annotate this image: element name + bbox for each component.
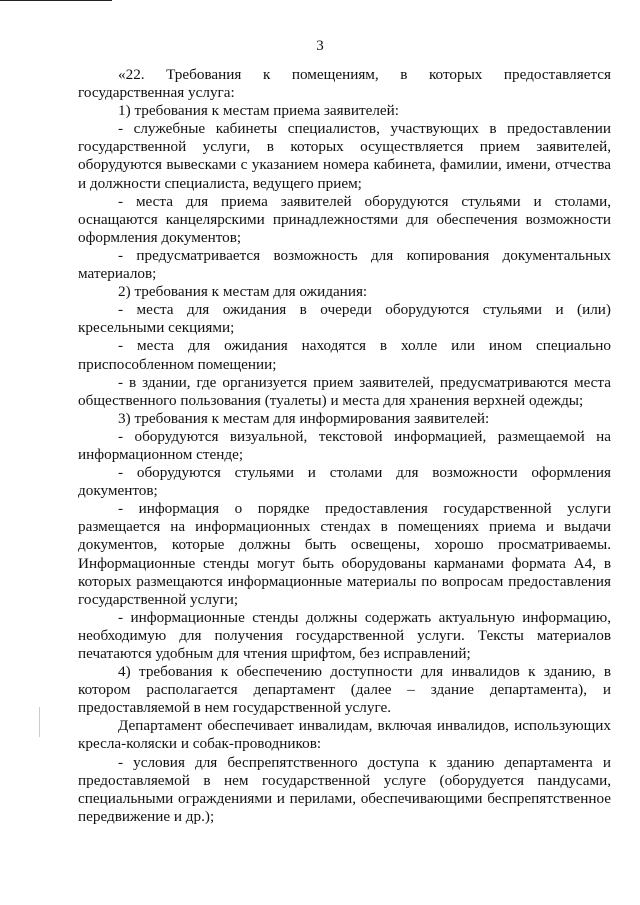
page-number: 3 <box>316 38 324 54</box>
paragraph-waiting-heading: 2) требования к местам для ожидания: <box>118 283 368 301</box>
paragraph-info-furniture: - оборудуются стульями и столами для возможности оформления документов; <box>78 464 611 500</box>
margin-mark <box>39 707 40 737</box>
paragraph-waiting-seats: - места для ожидания в очереди оборудуются стульями и (или) кресельными секциями; <box>78 301 611 337</box>
paragraph-waiting-hall: - места для ожидания находятся в холле или ином специально приспособленном помещении; <box>78 337 611 373</box>
paragraph-offices: - служебные кабинеты специалистов, участвующих в предоставлении государственной услуги, в которых осуществляется прием заявителей, оборудуются вывесками с указанием номера кабинета, фамилии, имени, отчества и должности специалиста, ведущего прием; <box>78 120 611 192</box>
paragraph-info-stands: - информация о порядке предоставления государственной услуги размещается на информационных стендах в помещениях приема и выдачи документов, которые должны быть освещены, хорошо просматриваемы. Информационные стенды могут быть оборудованы карманами формата А4, в которых размещаются информационные материалы по вопросам предоставления государственной услуги; <box>78 500 611 608</box>
paragraph-copying: - предусматривается возможность для копирования документальных материалов; <box>78 246 611 283</box>
paragraph-reception-heading: 1) требования к местам приема заявителей: <box>118 102 399 120</box>
paragraph-department-provides: Департамент обеспечивает инвалидам, включая инвалидов, использующих кресла-коляски и собак-проводников: <box>78 717 611 753</box>
paragraph-reception-places: - места для приема заявителей оборудуются стульями и столами, оснащаются канцелярскими принадлежностями для обеспечения возможности оформления документов; <box>78 192 611 246</box>
paragraph-intro: «22. Требования к помещениям, в которых предоставляется государственная услуга: <box>78 66 611 102</box>
header-rule <box>0 0 112 1</box>
paragraph-accessibility-heading: 4) требования к обеспечению доступности для инвалидов к зданию, в котором располагается департамент (далее – здание департамента), и предоставляемой в нем государственной услуге. <box>78 663 611 717</box>
document-body <box>78 66 611 826</box>
paragraph-stand-content: - информационные стенды должны содержать актуальную информацию, необходимую для получения государственной услуги. Тексты материалов печатаются удобным для чтения шрифтом, без исправлений; <box>78 608 611 662</box>
paragraph-info-visual: - оборудуются визуальной, текстовой информацией, размещаемой на информационном стенде; <box>78 427 611 463</box>
paragraph-info-heading: 3) требования к местам для информирования заявителей: <box>118 409 490 427</box>
paragraph-access-conditions: - условия для беспрепятственного доступа к зданию департамента и предоставляемой в нем государственной услуге (оборудуется пандусами, специальными ограждениями и перилами, обеспечивающими беспрепятственное передвижение и др.); <box>78 753 611 825</box>
paragraph-public-facilities: - в здании, где организуется прием заявителей, предусматриваются места общественного пользования (туалеты) и места для хранения верхней одежды; <box>78 373 611 409</box>
